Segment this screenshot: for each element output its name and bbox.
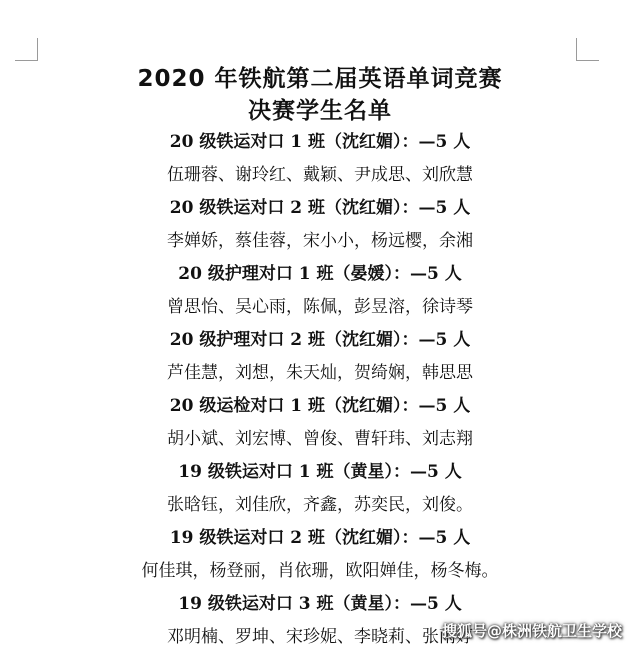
student-names: 胡小斌、刘宏博、曾俊、曹轩玮、刘志翔 [167,429,473,449]
class-group [0,522,640,588]
student-names: 伍珊蓉、谢玲红、戴颖、尹成思、刘欣慧 [167,165,473,185]
class-heading: 19 级铁运对口 2 班（沈红媚）：—5 人 [169,528,471,548]
class-heading: 20 级护理对口 2 班（沈红媚）：—5 人 [169,330,471,350]
class-heading: 20 级护理对口 1 班（晏媛）：—5 人 [178,264,462,284]
class-group [0,456,640,522]
page-corner-mark-top-left [15,38,38,61]
page-corner-mark-top-right [576,38,599,61]
student-names: 何佳琪，杨登丽，肖依珊，欧阳婵佳，杨冬梅。 [141,561,499,581]
class-heading: 20 级铁运对口 2 班（沈红媚）：—5 人 [169,198,471,218]
class-group [0,258,640,324]
class-group [0,390,640,456]
class-heading: 20 级运检对口 1 班（沈红媚）：—5 人 [169,396,471,416]
class-group [0,324,640,390]
student-names: 李婵娇，蔡佳蓉，宋小小，杨远樱，余湘 [167,231,473,251]
class-group [0,192,640,258]
student-names: 张晗钰，刘佳欣，齐鑫，苏奕民，刘俊。 [167,495,473,515]
finalist-list [0,126,640,654]
class-heading: 20 级铁运对口 1 班（沈红媚）：—5 人 [169,132,471,152]
student-names: 曾思怡、吴心雨，陈佩，彭昱溶，徐诗琴 [167,297,473,317]
document-title-line-2: 决赛学生名单 [248,98,392,124]
document-title-line-1: 2020 年铁航第二届英语单词竞赛 [137,66,503,92]
class-heading: 19 级铁运对口 3 班（黄星）：—5 人 [178,594,462,614]
class-group [0,126,640,192]
class-heading: 19 级铁运对口 1 班（黄星）：—5 人 [178,462,462,482]
watermark: 搜狐号@株洲铁航卫生学校 [441,622,622,640]
student-names: 芦佳慧，刘想，朱天灿，贺绮娴，韩思思 [167,363,473,383]
student-names: 邓明楠、罗坤、宋珍妮、李晓莉、张雨婷 [167,627,473,647]
